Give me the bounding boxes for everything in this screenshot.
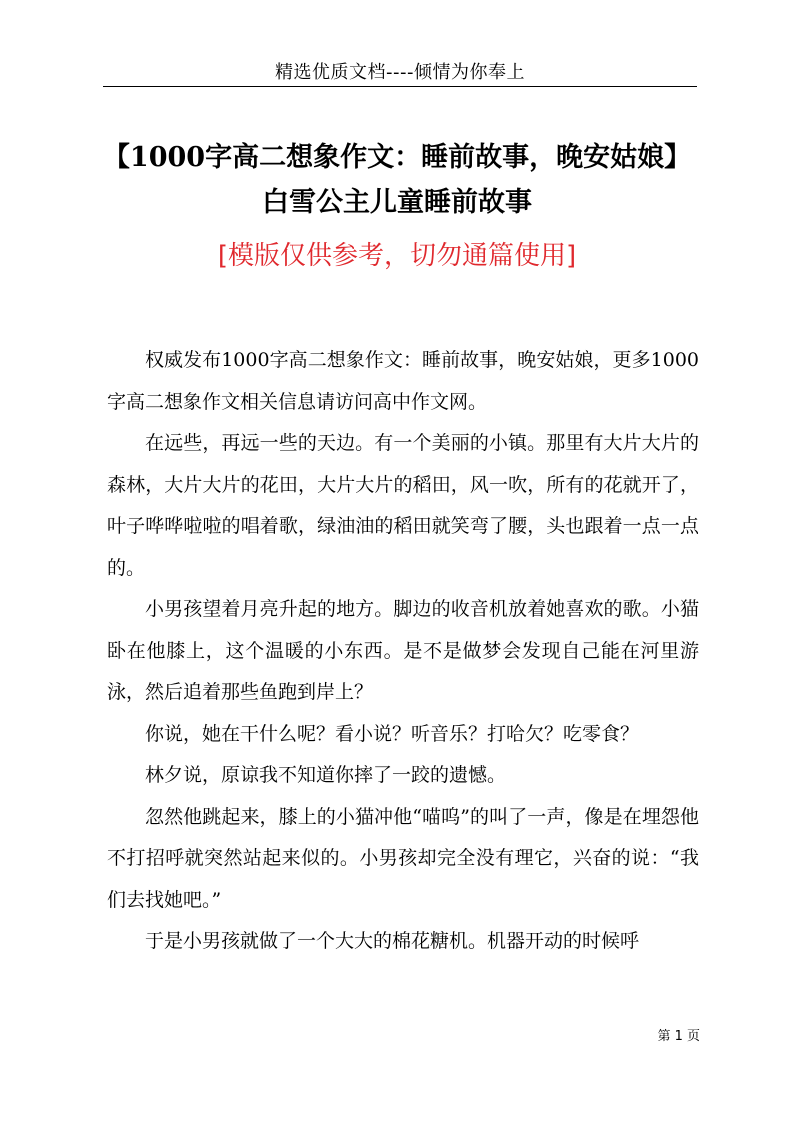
- page-header: [103, 52, 697, 87]
- page-number: 第 1 页: [657, 1029, 700, 1044]
- paragraph: 你说，她在干什么呢？看小说？听音乐？打哈欠？吃零食？: [145, 722, 640, 745]
- paragraph: 于是小男孩就做了一个大大的棉花糖机。机器开动的时候呼: [145, 930, 640, 952]
- paragraph: 忽然他跳起来，膝上的小猫冲他“喵呜”的叫了一声，像是在埋怨他不打招呼就突然站起来似的。小男孩却完全没有理它，兴奋的说：“我们去找她吧。”: [107, 805, 699, 911]
- paragraph: 在远些，再远一些的天边。有一个美丽的小镇。那里有大片大片的森林，大片大片的花田，大片大片的稻田，风一吹，所有的花就开了，叶子哗哗啦啦的唱着歌，绿油油的稻田就笑弯了腰，头也跟着一点一点的。: [107, 432, 699, 579]
- paragraph: 小男孩望着月亮升起的地方。脚边的收音机放着她喜欢的歌。小猫卧在他膝上，这个温暖的小东西。是不是做梦会发现自己能在河里游泳，然后追着那些鱼跑到岸上？: [107, 598, 699, 703]
- template-notice: [模版仅供参考，切勿通篇使用]: [217, 241, 577, 271]
- document-title-line-1: 【1000字高二想象作文：睡前故事，晚安姑娘】: [102, 142, 692, 173]
- paragraph: 林夕说，原谅我不知道你摔了一跤的遗憾。: [145, 764, 507, 786]
- document-title-line-2: 白雪公主儿童睡前故事: [262, 187, 532, 218]
- header-text: 精选优质文档----倾情为你奉上: [275, 62, 525, 83]
- document-body: [107, 340, 699, 963]
- paragraph: 权威发布1000字高二想象作文：睡前故事，晚安姑娘，更多1000字高二想象作文相关信息请访问高中作文网。: [107, 349, 699, 413]
